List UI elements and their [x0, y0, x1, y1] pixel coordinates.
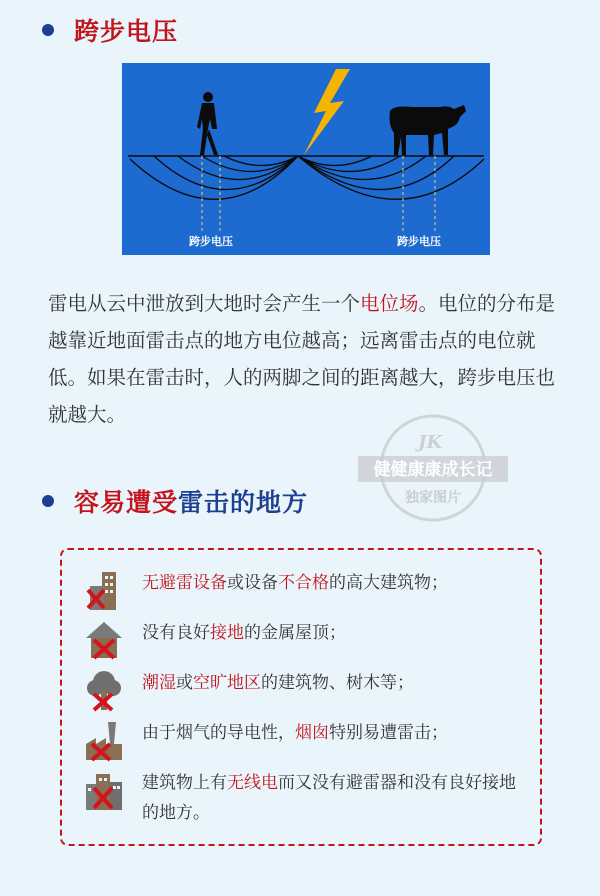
section-header-step-voltage: [42, 12, 178, 48]
step-voltage-label-right: 跨步电压: [397, 235, 441, 248]
list-item: [82, 618, 532, 662]
building-tower-icon: [82, 568, 126, 612]
list-item: [82, 668, 532, 712]
house-icon: [82, 618, 126, 662]
list-item: [82, 568, 532, 612]
paragraph-highlight: 电位场: [360, 292, 419, 315]
step-voltage-diagram: [122, 63, 490, 255]
paragraph-text: 。电位的分布是越靠近地面雷击点的地方电位越高；远离雷击点的电位就低。如果在雷击时，人的两脚之间的距离越大，跨步电压也就越大。: [48, 292, 556, 426]
step-voltage-label-left: 跨步电压: [189, 235, 233, 248]
list-item-text: 建筑物上有无线电而又没有避雷器和没有良好接地的地方。: [142, 773, 516, 823]
tree-icon: [82, 668, 126, 712]
watermark-sub: 独家图片: [405, 490, 461, 506]
section-header-strike-places: [42, 483, 308, 519]
list-item: [82, 718, 532, 762]
section-title: 容易遭受雷击的地方: [74, 488, 309, 517]
list-item-text: 由于烟气的导电性，烟囱特别易遭雷击；: [142, 723, 448, 743]
bullet-dot: [42, 495, 54, 507]
list-item-text: 没有良好接地的金属屋顶；: [142, 623, 346, 643]
list-item-text: 潮湿或空旷地区的建筑物、树木等；: [142, 673, 414, 693]
bullet-dot: [42, 24, 54, 36]
list-item-text: 无避雷设备或设备不合格的高大建筑物；: [142, 573, 448, 593]
strike-places-box: [60, 548, 542, 846]
city-buildings-icon: [82, 768, 126, 812]
list-item: [82, 768, 532, 828]
watermark-brand: 健健康康成长记: [373, 460, 493, 480]
watermark-logo: JK: [418, 432, 443, 453]
section-title: 跨步电压: [74, 17, 179, 46]
watermark-seal: [358, 408, 508, 528]
paragraph-text: 雷电从云中泄放到大地时会产生一个: [48, 292, 361, 315]
chimney-icon: [82, 718, 126, 762]
